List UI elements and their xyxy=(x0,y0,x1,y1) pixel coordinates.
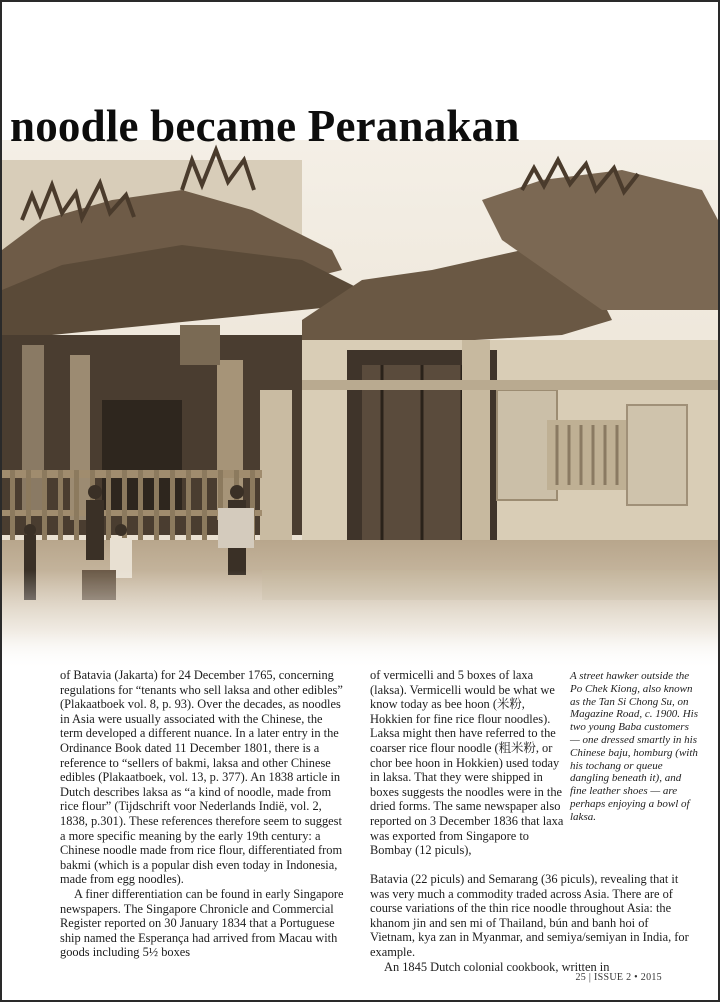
body-paragraph: of vermicelli and 5 boxes of laxa (laksa). Vermicelli would be what we know today as bee hoon (米粉, Hokkien for fine rice flour noodles). Laksa might then have referred to the coarser rice flour noodle (粗米粉, or chor bee hoon in Hokkien) used today in laksa. That they were shipped in boxes suggests the noodles were in the dried forms. The same newspaper also reported on 3 December 1836 that laxa was exported from Singapore to Bombay (12 piculs), xyxy=(370,668,564,858)
temple-photo xyxy=(2,140,718,670)
page-folio: 25 | ISSUE 2 • 2015 xyxy=(575,972,662,983)
body-column-1 xyxy=(60,668,345,960)
photo-caption: A street hawker outside the Po Chek Kiong, also known as the Tan Si Chong Su, on Magazine Road, c. 1900. His two young Baba customers — one dressed smartly in his Chinese baju, homburg (with his tochang or queue dangling beneath it), and fine leather shoes — are perhaps enjoying a bowl of laksa. xyxy=(570,670,699,823)
body-paragraph: A finer differentiation can be found in early Singapore newspapers. The Singapore Chronicle and Commercial Register reported on 30 January 1834 that a Portuguese ship named the Esperança had arrived from Macau with goods including 5½ boxes xyxy=(60,886,344,960)
body-paragraph: An 1845 Dutch colonial cookbook, written in xyxy=(384,959,610,974)
body-column-2-wide xyxy=(370,872,695,974)
article-headline: noodle became Peranakan xyxy=(10,101,520,151)
body-column-2 xyxy=(370,668,570,858)
body-paragraph: Batavia (22 piculs) and Semarang (36 piculs), revealing that it was very much a commodity traded across Asia. There are of course variations of the thin rice noodle throughout Asia: the khanom jin and sen mi of Thailand, bún and banh hoi of Vietnam, kya zan in Myanmar, and semiya/semiyan in India, for example. xyxy=(370,872,689,959)
temple-photo-icon xyxy=(2,140,718,670)
body-paragraph: of Batavia (Jakarta) for 24 December 1765, concerning regulations for “tenants who sell laksa and other edibles” (Plakaatboek vol. 8, p. 93). Over the decades, as noodles in Asia were usually associated with the Chinese, the term developed a different nuance. In a later entry in the Ordinance Book dated 11 December 1801, there is a reference to “sellers of bakmi, laksa and other Chinese edibles (Plakaatboek, vol. 13, p. 377). An 1838 article in Dutch describes laksa as “a kind of noodle, made from rice flour” (Tijdschrift voor Nederlands Indië, vol. 2, 1838, p.301). These references therefore seem to suggest a more specific meaning by the early 19th century: a Chinese noodle made from rice flour, differentiated from bakmi (which is a popular dish even today in Indonesia, made from egg noodles). xyxy=(60,668,343,887)
